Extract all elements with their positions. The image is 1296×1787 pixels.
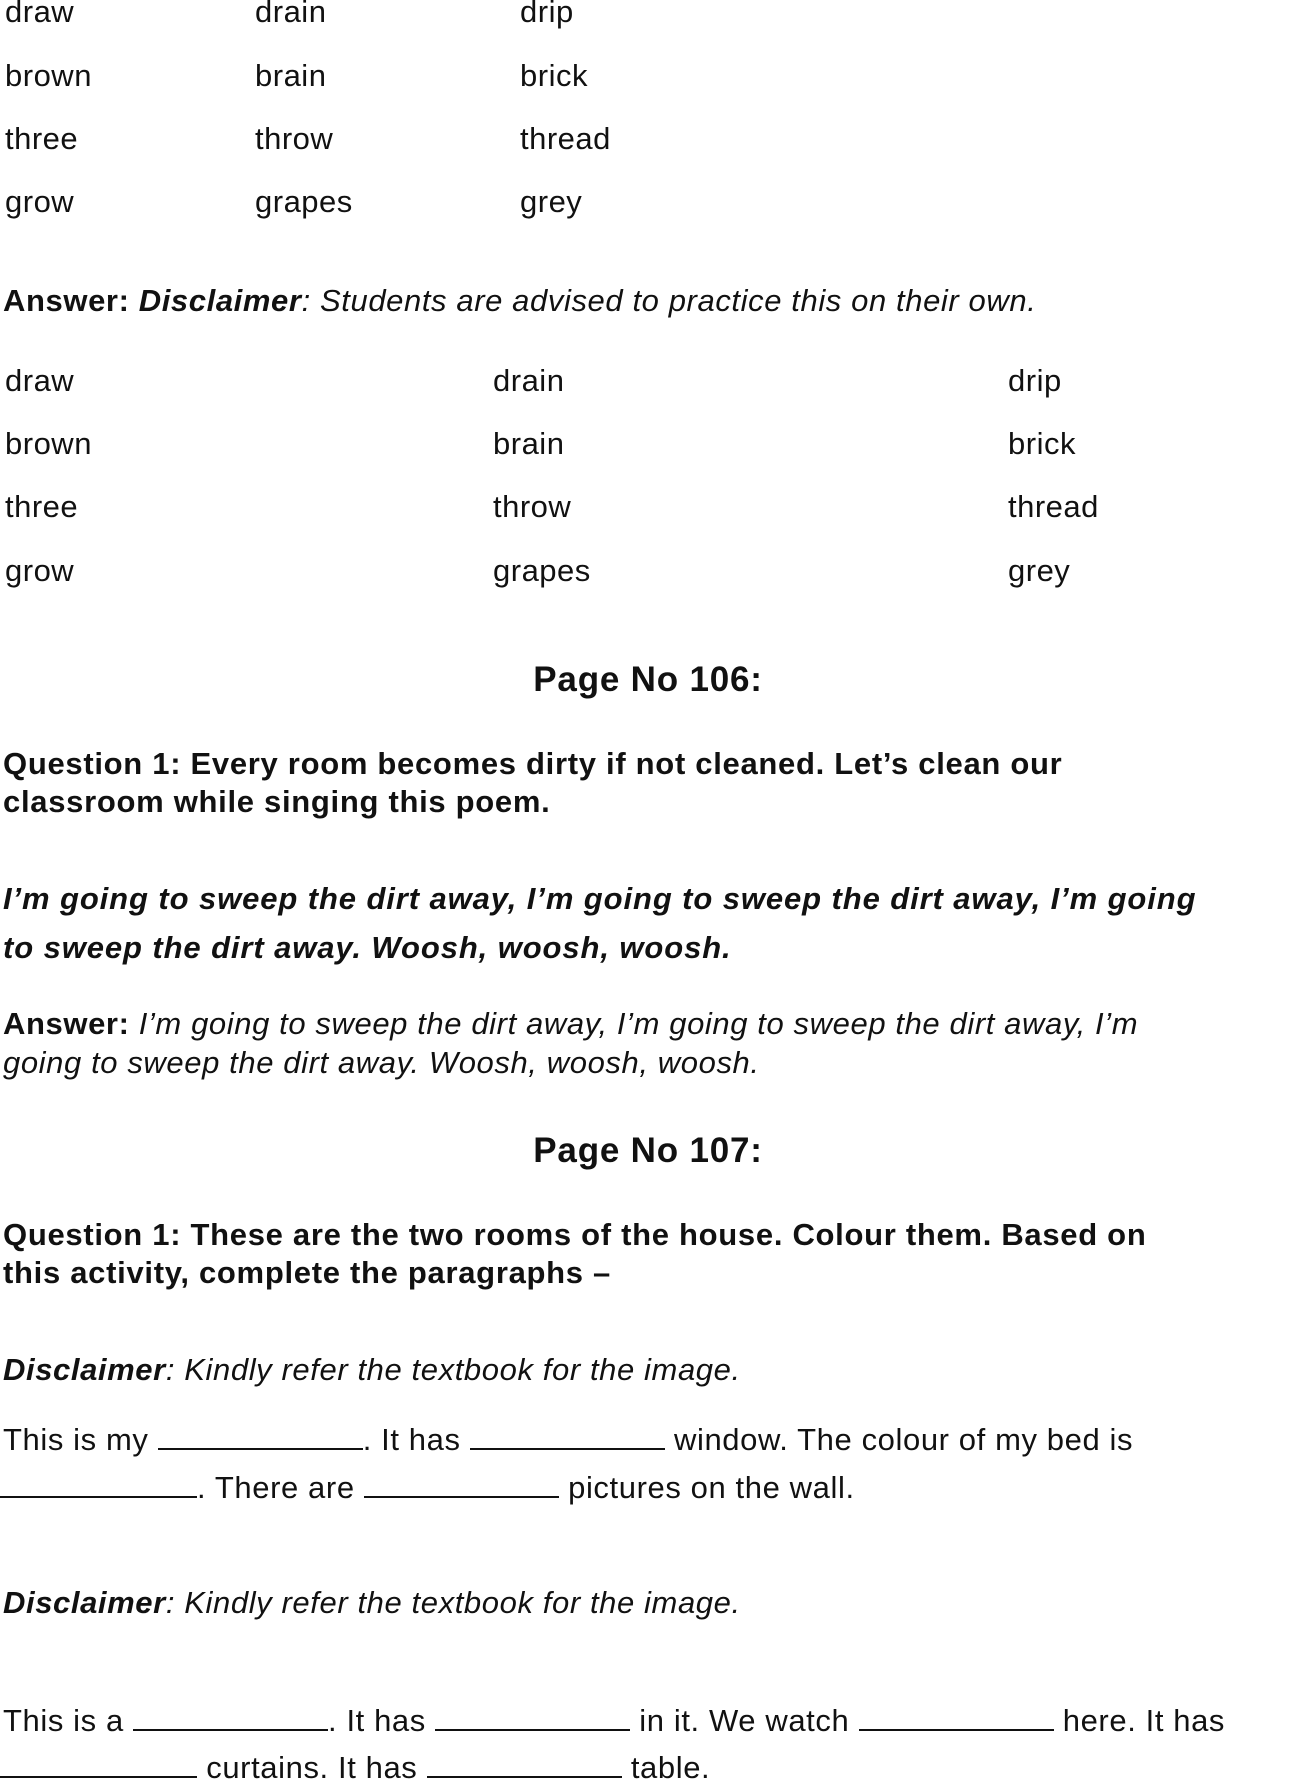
para-text: . It has	[328, 1703, 436, 1738]
para-text: here. It has	[1053, 1703, 1226, 1738]
disclaimer-label: Disclaimer	[3, 1352, 166, 1387]
blank-field[interactable]	[435, 1728, 630, 1731]
poem-line: to sweep the dirt away. Woosh, woosh, woosh.	[3, 930, 732, 965]
para-text: pictures on the wall.	[558, 1470, 855, 1505]
word-cell: grow	[5, 184, 75, 219]
blank-field[interactable]	[0, 1495, 197, 1498]
fill-paragraph-line	[0, 1469, 855, 1507]
word-cell: grow	[5, 553, 75, 588]
disclaimer-line	[3, 1584, 741, 1622]
para-text: table.	[621, 1750, 711, 1785]
word-cell: drain	[493, 363, 565, 398]
disclaimer-text: : Kindly refer the textbook for the image.	[165, 1352, 741, 1387]
answer-label: Answer:	[3, 283, 130, 318]
blank-field[interactable]	[364, 1495, 559, 1498]
word-cell: brain	[493, 426, 565, 461]
para-text: curtains. It has	[197, 1750, 427, 1785]
page-107-question-line: Question 1: These are the two rooms of the house. Colour them. Based on	[3, 1217, 1147, 1252]
word-cell: throw	[493, 489, 572, 524]
word-cell: grey	[520, 184, 583, 219]
page-106-question-line: Question 1: Every room becomes dirty if not cleaned. Let’s clean our	[3, 746, 1063, 781]
blank-field[interactable]	[859, 1728, 1054, 1731]
word-cell: throw	[255, 121, 334, 156]
page-106-answer-line	[3, 1005, 1138, 1043]
para-text: . There are	[197, 1470, 364, 1505]
page-107-heading: Page No 107:	[533, 1131, 763, 1170]
word-cell: thread	[1008, 489, 1099, 524]
disclaimer-text: : Students are advised to practice this on their own.	[301, 283, 1037, 318]
blank-field[interactable]	[470, 1447, 665, 1450]
page-106-answer-line: going to sweep the dirt away. Woosh, woosh, woosh.	[3, 1045, 760, 1080]
page-106-heading: Page No 106:	[533, 660, 763, 699]
poem-line: I’m going to sweep the dirt away, I’m going to sweep the dirt away, I’m going	[3, 881, 1197, 916]
word-cell: grapes	[255, 184, 353, 219]
word-cell: three	[5, 489, 79, 524]
word-cell: drain	[255, 0, 327, 29]
word-cell: brick	[520, 58, 588, 93]
fill-paragraph-line	[3, 1702, 1225, 1740]
fill-paragraph-line	[3, 1421, 1133, 1459]
word-cell: draw	[5, 0, 75, 29]
word-cell: brown	[5, 426, 92, 461]
word-cell: three	[5, 121, 79, 156]
disclaimer-text: : Kindly refer the textbook for the image.	[165, 1585, 741, 1620]
answer-label: Answer:	[3, 1006, 130, 1041]
word-cell: drip	[1008, 363, 1062, 398]
answer-disclaimer-line	[3, 282, 1036, 320]
disclaimer-label: Disclaimer	[138, 283, 302, 318]
fill-paragraph-line	[0, 1749, 710, 1787]
answer-text: I’m going to sweep the dirt away, I’m going to sweep the dirt away, I’m	[129, 1006, 1139, 1041]
word-cell: grapes	[493, 553, 591, 588]
word-cell: drip	[520, 0, 574, 29]
para-text: . It has	[362, 1422, 470, 1457]
word-cell: brain	[255, 58, 327, 93]
para-text: in it. We watch	[630, 1703, 859, 1738]
para-text: This is a	[3, 1703, 134, 1738]
word-cell: brick	[1008, 426, 1076, 461]
blank-field[interactable]	[0, 1775, 197, 1778]
disclaimer-label: Disclaimer	[3, 1585, 166, 1620]
para-text: This is my	[3, 1422, 158, 1457]
blank-field[interactable]	[133, 1728, 328, 1731]
page-107-question-line: this activity, complete the paragraphs –	[3, 1255, 611, 1290]
page-106-question-line: classroom while singing this poem.	[3, 784, 551, 819]
word-cell: brown	[5, 58, 92, 93]
word-cell: thread	[520, 121, 611, 156]
word-cell: draw	[5, 363, 75, 398]
word-cell: grey	[1008, 553, 1071, 588]
para-text: window. The colour of my bed is	[664, 1422, 1134, 1457]
disclaimer-line	[3, 1351, 741, 1389]
blank-field[interactable]	[158, 1447, 363, 1450]
blank-field[interactable]	[427, 1775, 622, 1778]
